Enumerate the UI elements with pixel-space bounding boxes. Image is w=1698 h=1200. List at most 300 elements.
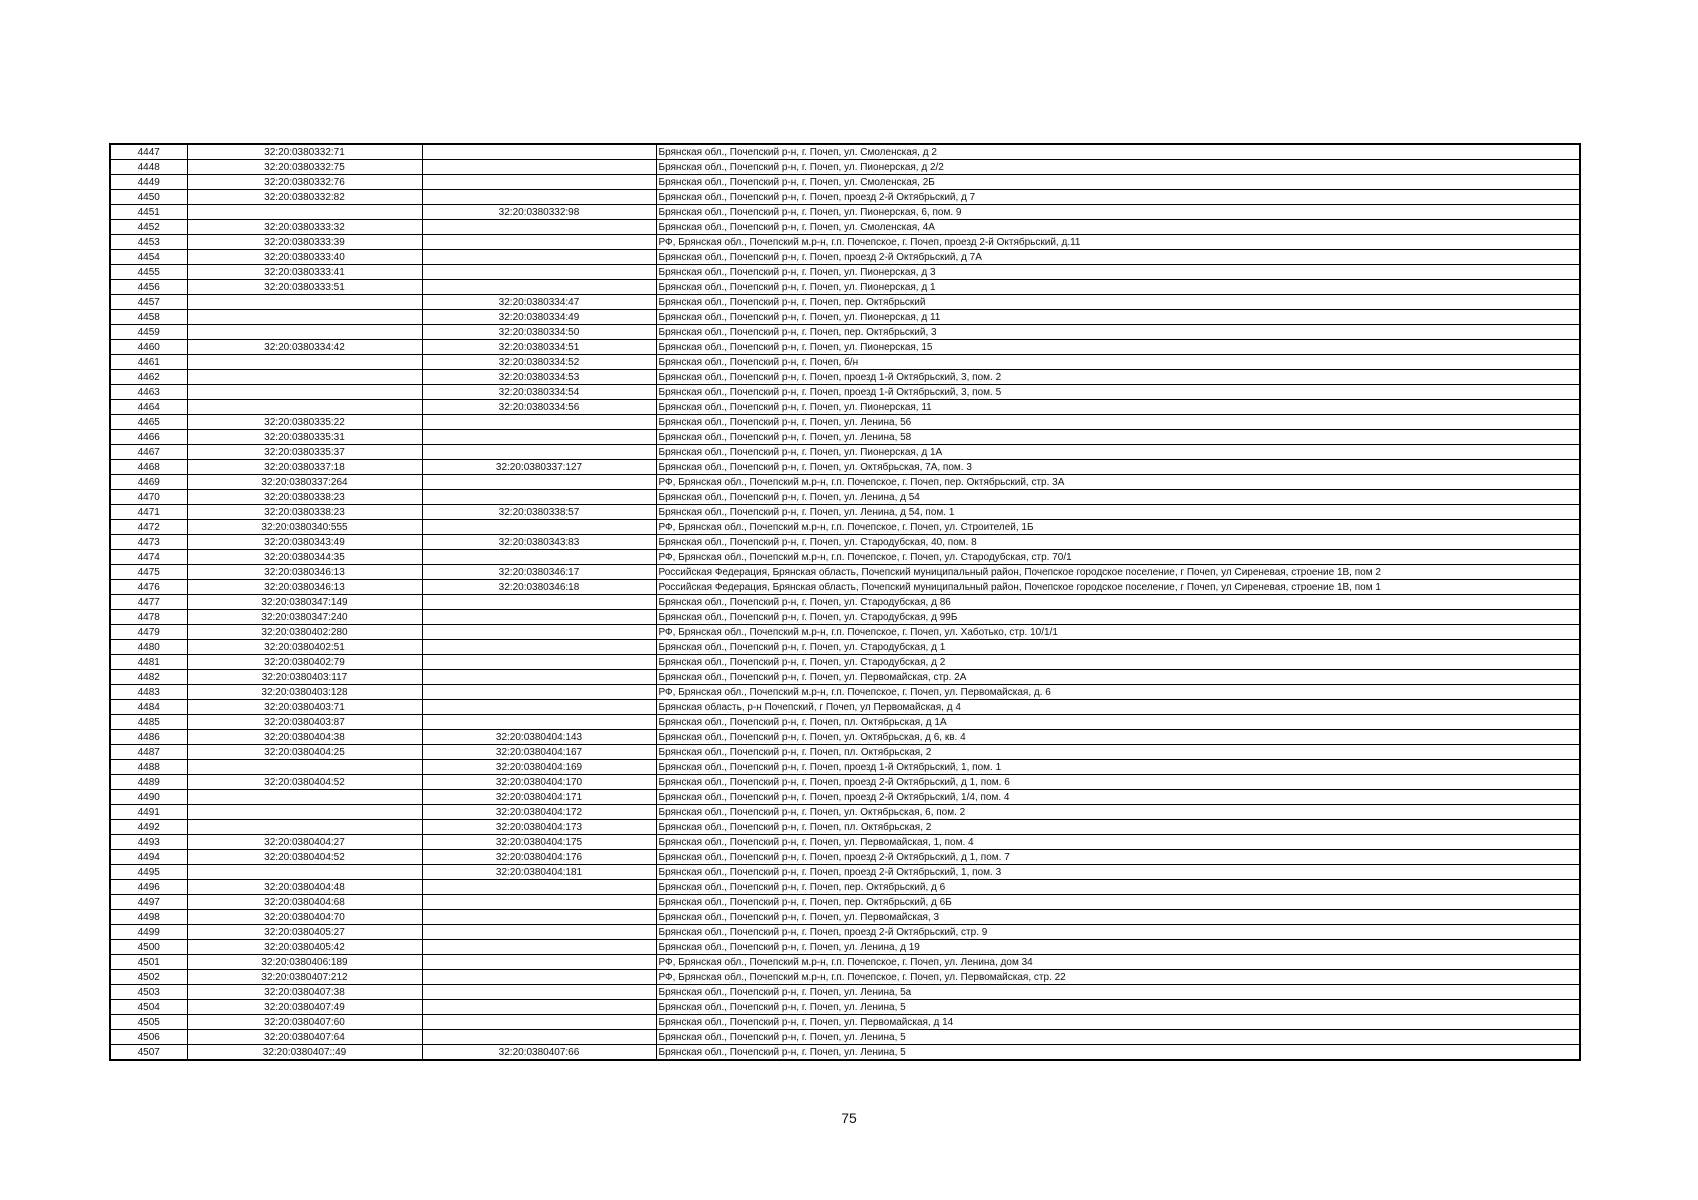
address-cell: Брянская обл., Почепский р-н, г. Почеп, пер. Октябрьский bbox=[656, 295, 1580, 310]
table-row bbox=[110, 955, 1580, 970]
cadastral-number-cell: 32:20:0380332:71 bbox=[187, 144, 422, 160]
cadastral-number-cell: 32:20:0380403:71 bbox=[187, 700, 422, 715]
table-row bbox=[110, 805, 1580, 820]
table-row bbox=[110, 175, 1580, 190]
cadastral-number-cell bbox=[187, 370, 422, 385]
object-number-cell bbox=[422, 550, 656, 565]
cadastral-number-cell: 32:20:0380332:76 bbox=[187, 175, 422, 190]
address-cell: Брянская обл., Почепский р-н, г. Почеп, ул. Первомайская, д 14 bbox=[656, 1015, 1580, 1030]
row-number-cell: 4455 bbox=[110, 265, 187, 280]
object-number-cell bbox=[422, 220, 656, 235]
cadastral-number-cell: 32:20:0380402:280 bbox=[187, 625, 422, 640]
cadastral-number-cell bbox=[187, 760, 422, 775]
row-number-cell: 4484 bbox=[110, 700, 187, 715]
cadastral-number-cell bbox=[187, 310, 422, 325]
cadastral-number-cell bbox=[187, 385, 422, 400]
table-row bbox=[110, 1000, 1580, 1015]
object-number-cell bbox=[422, 490, 656, 505]
address-cell: Брянская обл., Почепский р-н, г. Почеп, проезд 2-й Октябрьский, д 1, пом. 7 bbox=[656, 850, 1580, 865]
address-cell: Брянская обл., Почепский р-н, г. Почеп, ул. Октябрьская, 6, пом. 2 bbox=[656, 805, 1580, 820]
address-cell: Брянская обл., Почепский р-н, г. Почеп, ул. Пионерская, д 2/2 bbox=[656, 160, 1580, 175]
object-number-cell: 32:20:0380334:54 bbox=[422, 385, 656, 400]
row-number-cell: 4454 bbox=[110, 250, 187, 265]
object-number-cell: 32:20:0380346:17 bbox=[422, 565, 656, 580]
address-cell: РФ, Брянская обл., Почепский м.р-н, г.п. Почепское, г. Почеп, ул. Первомайская, стр. 22 bbox=[656, 970, 1580, 985]
object-number-cell bbox=[422, 445, 656, 460]
row-number-cell: 4475 bbox=[110, 565, 187, 580]
row-number-cell: 4497 bbox=[110, 895, 187, 910]
table-row bbox=[110, 505, 1580, 520]
table-row bbox=[110, 565, 1580, 580]
address-cell: Брянская обл., Почепский р-н, г. Почеп, ул. Ленина, 5а bbox=[656, 985, 1580, 1000]
table-row bbox=[110, 985, 1580, 1000]
row-number-cell: 4450 bbox=[110, 190, 187, 205]
cadastral-number-cell: 32:20:0380333:32 bbox=[187, 220, 422, 235]
table-row bbox=[110, 280, 1580, 295]
object-number-cell bbox=[422, 985, 656, 1000]
object-number-cell bbox=[422, 190, 656, 205]
cadastral-number-cell bbox=[187, 205, 422, 220]
cadastral-number-cell bbox=[187, 325, 422, 340]
object-number-cell: 32:20:0380334:56 bbox=[422, 400, 656, 415]
object-number-cell: 32:20:0380334:49 bbox=[422, 310, 656, 325]
row-number-cell: 4493 bbox=[110, 835, 187, 850]
cadastral-number-cell: 32:20:0380334:42 bbox=[187, 340, 422, 355]
row-number-cell: 4506 bbox=[110, 1030, 187, 1045]
table-row bbox=[110, 865, 1580, 880]
table-row bbox=[110, 700, 1580, 715]
table-row bbox=[110, 910, 1580, 925]
address-cell: Брянская обл., Почепский р-н, г. Почеп, ул. Пионерская, 15 bbox=[656, 340, 1580, 355]
object-number-cell bbox=[422, 685, 656, 700]
object-number-cell bbox=[422, 430, 656, 445]
table-row bbox=[110, 685, 1580, 700]
row-number-cell: 4480 bbox=[110, 640, 187, 655]
row-number-cell: 4499 bbox=[110, 925, 187, 940]
address-cell: Брянская обл., Почепский р-н, г. Почеп, ул. Первомайская, стр. 2А bbox=[656, 670, 1580, 685]
table-row bbox=[110, 655, 1580, 670]
table-row bbox=[110, 715, 1580, 730]
object-number-cell: 32:20:0380334:50 bbox=[422, 325, 656, 340]
cadastral-number-cell: 32:20:0380407:64 bbox=[187, 1030, 422, 1045]
cadastral-number-cell: 32:20:0380402:79 bbox=[187, 655, 422, 670]
cadastral-number-cell: 32:20:0380404:38 bbox=[187, 730, 422, 745]
row-number-cell: 4476 bbox=[110, 580, 187, 595]
table-row bbox=[110, 460, 1580, 475]
address-cell: Брянская обл., Почепский р-н, г. Почеп, проезд 2-й Октябрьский, д 7 bbox=[656, 190, 1580, 205]
cadastral-number-cell: 32:20:0380337:264 bbox=[187, 475, 422, 490]
row-number-cell: 4456 bbox=[110, 280, 187, 295]
row-number-cell: 4496 bbox=[110, 880, 187, 895]
object-number-cell bbox=[422, 970, 656, 985]
row-number-cell: 4490 bbox=[110, 790, 187, 805]
cadastral-number-cell: 32:20:0380407:60 bbox=[187, 1015, 422, 1030]
address-cell: Брянская обл., Почепский р-н, г. Почеп, пл. Октябрьская, д 1А bbox=[656, 715, 1580, 730]
table-row bbox=[110, 925, 1580, 940]
table-row bbox=[110, 144, 1580, 160]
cadastral-number-cell: 32:20:0380337:18 bbox=[187, 460, 422, 475]
address-cell: Брянская обл., Почепский р-н, г. Почеп, пл. Октябрьская, 2 bbox=[656, 745, 1580, 760]
cadastral-number-cell: 32:20:0380338:23 bbox=[187, 490, 422, 505]
row-number-cell: 4449 bbox=[110, 175, 187, 190]
registry-table bbox=[109, 143, 1581, 1061]
address-cell: Брянская обл., Почепский р-н, г. Почеп, ул. Пионерская, 6, пом. 9 bbox=[656, 205, 1580, 220]
object-number-cell: 32:20:0380404:176 bbox=[422, 850, 656, 865]
row-number-cell: 4494 bbox=[110, 850, 187, 865]
cadastral-number-cell: 32:20:0380335:31 bbox=[187, 430, 422, 445]
cadastral-number-cell bbox=[187, 295, 422, 310]
table-row bbox=[110, 490, 1580, 505]
table-row bbox=[110, 850, 1580, 865]
cadastral-number-cell: 32:20:0380346:13 bbox=[187, 580, 422, 595]
object-number-cell: 32:20:0380404:175 bbox=[422, 835, 656, 850]
page-number: 75 bbox=[841, 1110, 857, 1126]
cadastral-number-cell: 32:20:0380346:13 bbox=[187, 565, 422, 580]
address-cell: Брянская обл., Почепский р-н, г. Почеп, ул. Стародубская, 40, пом. 8 bbox=[656, 535, 1580, 550]
cadastral-number-cell: 32:20:0380333:40 bbox=[187, 250, 422, 265]
cadastral-number-cell: 32:20:0380404:70 bbox=[187, 910, 422, 925]
table-row bbox=[110, 400, 1580, 415]
cadastral-number-cell: 32:20:0380403:87 bbox=[187, 715, 422, 730]
object-number-cell bbox=[422, 625, 656, 640]
row-number-cell: 4468 bbox=[110, 460, 187, 475]
table-row bbox=[110, 820, 1580, 835]
cadastral-number-cell: 32:20:0380407:49 bbox=[187, 1000, 422, 1015]
object-number-cell bbox=[422, 520, 656, 535]
row-number-cell: 4466 bbox=[110, 430, 187, 445]
cadastral-number-cell: 32:20:0380407:38 bbox=[187, 985, 422, 1000]
cadastral-number-cell: 32:20:0380405:42 bbox=[187, 940, 422, 955]
object-number-cell: 32:20:0380332:98 bbox=[422, 205, 656, 220]
table-row bbox=[110, 550, 1580, 565]
address-cell: Брянская обл., Почепский р-н, г. Почеп, пл. Октябрьская, 2 bbox=[656, 820, 1580, 835]
cadastral-number-cell: 32:20:0380344:35 bbox=[187, 550, 422, 565]
object-number-cell bbox=[422, 250, 656, 265]
cadastral-number-cell: 32:20:0380404:25 bbox=[187, 745, 422, 760]
table-row bbox=[110, 730, 1580, 745]
row-number-cell: 4491 bbox=[110, 805, 187, 820]
table-row bbox=[110, 1015, 1580, 1030]
table-row bbox=[110, 745, 1580, 760]
cadastral-number-cell: 32:20:0380335:22 bbox=[187, 415, 422, 430]
table-row bbox=[110, 1045, 1580, 1061]
address-cell: Брянская область, р-н Почепский, г Почеп, ул Первомайская, д 4 bbox=[656, 700, 1580, 715]
address-cell: Брянская обл., Почепский р-н, г. Почеп, ул. Пионерская, д 11 bbox=[656, 310, 1580, 325]
address-cell: Брянская обл., Почепский р-н, г. Почеп, проезд 1-й Октябрьский, 3, пом. 5 bbox=[656, 385, 1580, 400]
object-number-cell bbox=[422, 925, 656, 940]
object-number-cell bbox=[422, 700, 656, 715]
row-number-cell: 4479 bbox=[110, 625, 187, 640]
cadastral-number-cell: 32:20:0380407:212 bbox=[187, 970, 422, 985]
table-row bbox=[110, 835, 1580, 850]
object-number-cell bbox=[422, 880, 656, 895]
address-cell: Брянская обл., Почепский р-н, г. Почеп, ул. Октябрьская, д 6, кв. 4 bbox=[656, 730, 1580, 745]
address-cell: Брянская обл., Почепский р-н, г. Почеп, ул. Ленина, 5 bbox=[656, 1045, 1580, 1061]
cadastral-number-cell: 32:20:0380333:41 bbox=[187, 265, 422, 280]
address-cell: Брянская обл., Почепский р-н, г. Почеп, ул. Ленина, 58 bbox=[656, 430, 1580, 445]
row-number-cell: 4502 bbox=[110, 970, 187, 985]
row-number-cell: 4501 bbox=[110, 955, 187, 970]
object-number-cell: 32:20:0380407:66 bbox=[422, 1045, 656, 1061]
object-number-cell bbox=[422, 1015, 656, 1030]
table-row bbox=[110, 430, 1580, 445]
table-row bbox=[110, 265, 1580, 280]
row-number-cell: 4485 bbox=[110, 715, 187, 730]
row-number-cell: 4459 bbox=[110, 325, 187, 340]
object-number-cell: 32:20:0380334:53 bbox=[422, 370, 656, 385]
cadastral-number-cell: 32:20:0380406:189 bbox=[187, 955, 422, 970]
row-number-cell: 4488 bbox=[110, 760, 187, 775]
object-number-cell bbox=[422, 955, 656, 970]
table-row bbox=[110, 445, 1580, 460]
address-cell: Брянская обл., Почепский р-н, г. Почеп, пер. Октябрьский, 3 bbox=[656, 325, 1580, 340]
address-cell: Российская Федерация, Брянская область, Почепский муниципальный район, Почепское городское поселение, г Почеп, ул Сиреневая, строение 1В, пом 1 bbox=[656, 580, 1580, 595]
table-row bbox=[110, 190, 1580, 205]
address-cell: Брянская обл., Почепский р-н, г. Почеп, ул. Смоленская, д 2 bbox=[656, 144, 1580, 160]
row-number-cell: 4465 bbox=[110, 415, 187, 430]
object-number-cell: 32:20:0380404:172 bbox=[422, 805, 656, 820]
address-cell: РФ, Брянская обл., Почепский м.р-н, г.п. Почепское, г. Почеп, пер. Октябрьский, стр. 3А bbox=[656, 475, 1580, 490]
object-number-cell bbox=[422, 595, 656, 610]
cadastral-number-cell: 32:20:0380347:240 bbox=[187, 610, 422, 625]
table-row bbox=[110, 760, 1580, 775]
table-row bbox=[110, 625, 1580, 640]
object-number-cell: 32:20:0380334:51 bbox=[422, 340, 656, 355]
row-number-cell: 4504 bbox=[110, 1000, 187, 1015]
row-number-cell: 4447 bbox=[110, 144, 187, 160]
address-cell: РФ, Брянская обл., Почепский м.р-н, г.п. Почепское, г. Почеп, ул. Ленина, дом 34 bbox=[656, 955, 1580, 970]
address-cell: Брянская обл., Почепский р-н, г. Почеп, ул. Стародубская, д 86 bbox=[656, 595, 1580, 610]
address-cell: Российская Федерация, Брянская область, Почепский муниципальный район, Почепское городское поселение, г Почеп, ул Сиреневая, строение 1В, пом 2 bbox=[656, 565, 1580, 580]
address-cell: Брянская обл., Почепский р-н, г. Почеп, ул. Октябрьская, 7А, пом. 3 bbox=[656, 460, 1580, 475]
row-number-cell: 4452 bbox=[110, 220, 187, 235]
address-cell: Брянская обл., Почепский р-н, г. Почеп, проезд 2-й Октябрьский, д 1, пом. 6 bbox=[656, 775, 1580, 790]
table-row bbox=[110, 340, 1580, 355]
row-number-cell: 4486 bbox=[110, 730, 187, 745]
object-number-cell bbox=[422, 1000, 656, 1015]
row-number-cell: 4505 bbox=[110, 1015, 187, 1030]
row-number-cell: 4453 bbox=[110, 235, 187, 250]
cadastral-number-cell: 32:20:0380407::49 bbox=[187, 1045, 422, 1061]
object-number-cell bbox=[422, 670, 656, 685]
object-number-cell: 32:20:0380404:173 bbox=[422, 820, 656, 835]
object-number-cell: 32:20:0380404:181 bbox=[422, 865, 656, 880]
row-number-cell: 4495 bbox=[110, 865, 187, 880]
address-cell: Брянская обл., Почепский р-н, г. Почеп, пер. Октябрьский, д 6 bbox=[656, 880, 1580, 895]
row-number-cell: 4470 bbox=[110, 490, 187, 505]
object-number-cell: 32:20:0380404:169 bbox=[422, 760, 656, 775]
object-number-cell bbox=[422, 910, 656, 925]
row-number-cell: 4460 bbox=[110, 340, 187, 355]
address-cell: Брянская обл., Почепский р-н, г. Почеп, ул. Пионерская, 11 bbox=[656, 400, 1580, 415]
table-row bbox=[110, 220, 1580, 235]
table-row bbox=[110, 325, 1580, 340]
cadastral-number-cell: 32:20:0380335:37 bbox=[187, 445, 422, 460]
cadastral-number-cell bbox=[187, 820, 422, 835]
cadastral-number-cell bbox=[187, 790, 422, 805]
row-number-cell: 4462 bbox=[110, 370, 187, 385]
row-number-cell: 4471 bbox=[110, 505, 187, 520]
object-number-cell bbox=[422, 415, 656, 430]
object-number-cell bbox=[422, 475, 656, 490]
cadastral-number-cell: 32:20:0380404:48 bbox=[187, 880, 422, 895]
cadastral-number-cell: 32:20:0380340:555 bbox=[187, 520, 422, 535]
object-number-cell bbox=[422, 640, 656, 655]
table-row bbox=[110, 160, 1580, 175]
row-number-cell: 4461 bbox=[110, 355, 187, 370]
address-cell: Брянская обл., Почепский р-н, г. Почеп, проезд 2-й Октябрьский, д 7А bbox=[656, 250, 1580, 265]
cadastral-number-cell: 32:20:0380404:68 bbox=[187, 895, 422, 910]
table-row bbox=[110, 670, 1580, 685]
object-number-cell bbox=[422, 940, 656, 955]
address-cell: Брянская обл., Почепский р-н, г. Почеп, ул. Ленина, д 19 bbox=[656, 940, 1580, 955]
address-cell: Брянская обл., Почепский р-н, г. Почеп, ул. Ленина, 56 bbox=[656, 415, 1580, 430]
address-cell: Брянская обл., Почепский р-н, г. Почеп, ул. Ленина, д 54 bbox=[656, 490, 1580, 505]
table-row bbox=[110, 475, 1580, 490]
row-number-cell: 4469 bbox=[110, 475, 187, 490]
row-number-cell: 4477 bbox=[110, 595, 187, 610]
row-number-cell: 4492 bbox=[110, 820, 187, 835]
table-row bbox=[110, 205, 1580, 220]
object-number-cell bbox=[422, 175, 656, 190]
address-cell: Брянская обл., Почепский р-н, г. Почеп, проезд 2-й Октябрьский, 1, пом. 3 bbox=[656, 865, 1580, 880]
row-number-cell: 4489 bbox=[110, 775, 187, 790]
address-cell: РФ, Брянская обл., Почепский м.р-н, г.п. Почепское, г. Почеп, ул. Первомайская, д. 6 bbox=[656, 685, 1580, 700]
address-cell: Брянская обл., Почепский р-н, г. Почеп, ул. Первомайская, 1, пом. 4 bbox=[656, 835, 1580, 850]
table-row bbox=[110, 775, 1580, 790]
object-number-cell bbox=[422, 1030, 656, 1045]
object-number-cell bbox=[422, 610, 656, 625]
row-number-cell: 4487 bbox=[110, 745, 187, 760]
address-cell: Брянская обл., Почепский р-н, г. Почеп, ул. Пионерская, д 1 bbox=[656, 280, 1580, 295]
address-cell: Брянская обл., Почепский р-н, г. Почеп, ул. Смоленская, 2Б bbox=[656, 175, 1580, 190]
cadastral-number-cell: 32:20:0380402:51 bbox=[187, 640, 422, 655]
cadastral-number-cell: 32:20:0380333:51 bbox=[187, 280, 422, 295]
row-number-cell: 4503 bbox=[110, 985, 187, 1000]
cadastral-number-cell: 32:20:0380405:27 bbox=[187, 925, 422, 940]
row-number-cell: 4472 bbox=[110, 520, 187, 535]
cadastral-number-cell bbox=[187, 865, 422, 880]
cadastral-number-cell: 32:20:0380332:75 bbox=[187, 160, 422, 175]
row-number-cell: 4478 bbox=[110, 610, 187, 625]
table-row bbox=[110, 895, 1580, 910]
object-number-cell bbox=[422, 715, 656, 730]
table-row bbox=[110, 295, 1580, 310]
object-number-cell: 32:20:0380334:47 bbox=[422, 295, 656, 310]
address-cell: Брянская обл., Почепский р-н, г. Почеп, ул. Первомайская, 3 bbox=[656, 910, 1580, 925]
object-number-cell: 32:20:0380346:18 bbox=[422, 580, 656, 595]
table-row bbox=[110, 535, 1580, 550]
cadastral-number-cell: 32:20:0380403:128 bbox=[187, 685, 422, 700]
table-row bbox=[110, 355, 1580, 370]
row-number-cell: 4500 bbox=[110, 940, 187, 955]
address-cell: РФ, Брянская обл., Почепский м.р-н, г.п. Почепское, г. Почеп, ул. Строителей, 1Б bbox=[656, 520, 1580, 535]
object-number-cell: 32:20:0380338:57 bbox=[422, 505, 656, 520]
table-row bbox=[110, 595, 1580, 610]
address-cell: РФ, Брянская обл., Почепский м.р-н, г.п. Почепское, г. Почеп, ул. Хаботько, стр. 10/1/1 bbox=[656, 625, 1580, 640]
address-cell: Брянская обл., Почепский р-н, г. Почеп, проезд 2-й Октябрьский, 1/4, пом. 4 bbox=[656, 790, 1580, 805]
object-number-cell: 32:20:0380343:83 bbox=[422, 535, 656, 550]
address-cell: Брянская обл., Почепский р-н, г. Почеп, б/н bbox=[656, 355, 1580, 370]
object-number-cell bbox=[422, 265, 656, 280]
cadastral-number-cell: 32:20:0380403:117 bbox=[187, 670, 422, 685]
table-row bbox=[110, 310, 1580, 325]
table-row bbox=[110, 370, 1580, 385]
cadastral-number-cell: 32:20:0380404:52 bbox=[187, 850, 422, 865]
object-number-cell bbox=[422, 655, 656, 670]
object-number-cell: 32:20:0380337:127 bbox=[422, 460, 656, 475]
table-row bbox=[110, 250, 1580, 265]
table-row bbox=[110, 610, 1580, 625]
row-number-cell: 4451 bbox=[110, 205, 187, 220]
cadastral-number-cell bbox=[187, 400, 422, 415]
cadastral-number-cell: 32:20:0380338:23 bbox=[187, 505, 422, 520]
object-number-cell bbox=[422, 280, 656, 295]
cadastral-number-cell: 32:20:0380343:49 bbox=[187, 535, 422, 550]
cadastral-number-cell bbox=[187, 355, 422, 370]
table-row bbox=[110, 580, 1580, 595]
row-number-cell: 4467 bbox=[110, 445, 187, 460]
row-number-cell: 4457 bbox=[110, 295, 187, 310]
address-cell: Брянская обл., Почепский р-н, г. Почеп, пер. Октябрьский, д 6Б bbox=[656, 895, 1580, 910]
table-row bbox=[110, 880, 1580, 895]
cadastral-number-cell bbox=[187, 805, 422, 820]
address-cell: Брянская обл., Почепский р-н, г. Почеп, ул. Смоленская, 4А bbox=[656, 220, 1580, 235]
address-cell: Брянская обл., Почепский р-н, г. Почеп, ул. Ленина, 5 bbox=[656, 1030, 1580, 1045]
object-number-cell bbox=[422, 895, 656, 910]
address-cell: Брянская обл., Почепский р-н, г. Почеп, ул. Ленина, 5 bbox=[656, 1000, 1580, 1015]
row-number-cell: 4458 bbox=[110, 310, 187, 325]
row-number-cell: 4483 bbox=[110, 685, 187, 700]
table-row bbox=[110, 235, 1580, 250]
object-number-cell bbox=[422, 235, 656, 250]
address-cell: Брянская обл., Почепский р-н, г. Почеп, ул. Стародубская, д 99Б bbox=[656, 610, 1580, 625]
address-cell: РФ, Брянская обл., Почепский м.р-н, г.п. Почепское, г. Почеп, проезд 2-й Октябрьский, д.11 bbox=[656, 235, 1580, 250]
row-number-cell: 4498 bbox=[110, 910, 187, 925]
row-number-cell: 4482 bbox=[110, 670, 187, 685]
row-number-cell: 4448 bbox=[110, 160, 187, 175]
address-cell: Брянская обл., Почепский р-н, г. Почеп, ул. Пионерская, д 1А bbox=[656, 445, 1580, 460]
address-cell: РФ, Брянская обл., Почепский м.р-н, г.п. Почепское, г. Почеп, ул. Стародубская, стр. 70/1 bbox=[656, 550, 1580, 565]
object-number-cell: 32:20:0380334:52 bbox=[422, 355, 656, 370]
object-number-cell: 32:20:0380404:143 bbox=[422, 730, 656, 745]
address-cell: Брянская обл., Почепский р-н, г. Почеп, ул. Стародубская, д 1 bbox=[656, 640, 1580, 655]
address-cell: Брянская обл., Почепский р-н, г. Почеп, проезд 2-й Октябрьский, стр. 9 bbox=[656, 925, 1580, 940]
row-number-cell: 4507 bbox=[110, 1045, 187, 1061]
row-number-cell: 4463 bbox=[110, 385, 187, 400]
object-number-cell bbox=[422, 160, 656, 175]
object-number-cell: 32:20:0380404:170 bbox=[422, 775, 656, 790]
table-row bbox=[110, 520, 1580, 535]
cadastral-number-cell: 32:20:0380333:39 bbox=[187, 235, 422, 250]
address-cell: Брянская обл., Почепский р-н, г. Почеп, ул. Ленина, д 54, пом. 1 bbox=[656, 505, 1580, 520]
table-row bbox=[110, 385, 1580, 400]
cadastral-number-cell: 32:20:0380332:82 bbox=[187, 190, 422, 205]
table-row bbox=[110, 1030, 1580, 1045]
address-cell: Брянская обл., Почепский р-н, г. Почеп, проезд 1-й Октябрьский, 3, пом. 2 bbox=[656, 370, 1580, 385]
object-number-cell bbox=[422, 144, 656, 160]
address-cell: Брянская обл., Почепский р-н, г. Почеп, ул. Пионерская, д 3 bbox=[656, 265, 1580, 280]
cadastral-number-cell: 32:20:0380404:27 bbox=[187, 835, 422, 850]
table-row bbox=[110, 640, 1580, 655]
table-row bbox=[110, 415, 1580, 430]
table-row bbox=[110, 790, 1580, 805]
cadastral-number-cell: 32:20:0380404:52 bbox=[187, 775, 422, 790]
object-number-cell: 32:20:0380404:171 bbox=[422, 790, 656, 805]
cadastral-number-cell: 32:20:0380347:149 bbox=[187, 595, 422, 610]
table-row bbox=[110, 970, 1580, 985]
row-number-cell: 4481 bbox=[110, 655, 187, 670]
